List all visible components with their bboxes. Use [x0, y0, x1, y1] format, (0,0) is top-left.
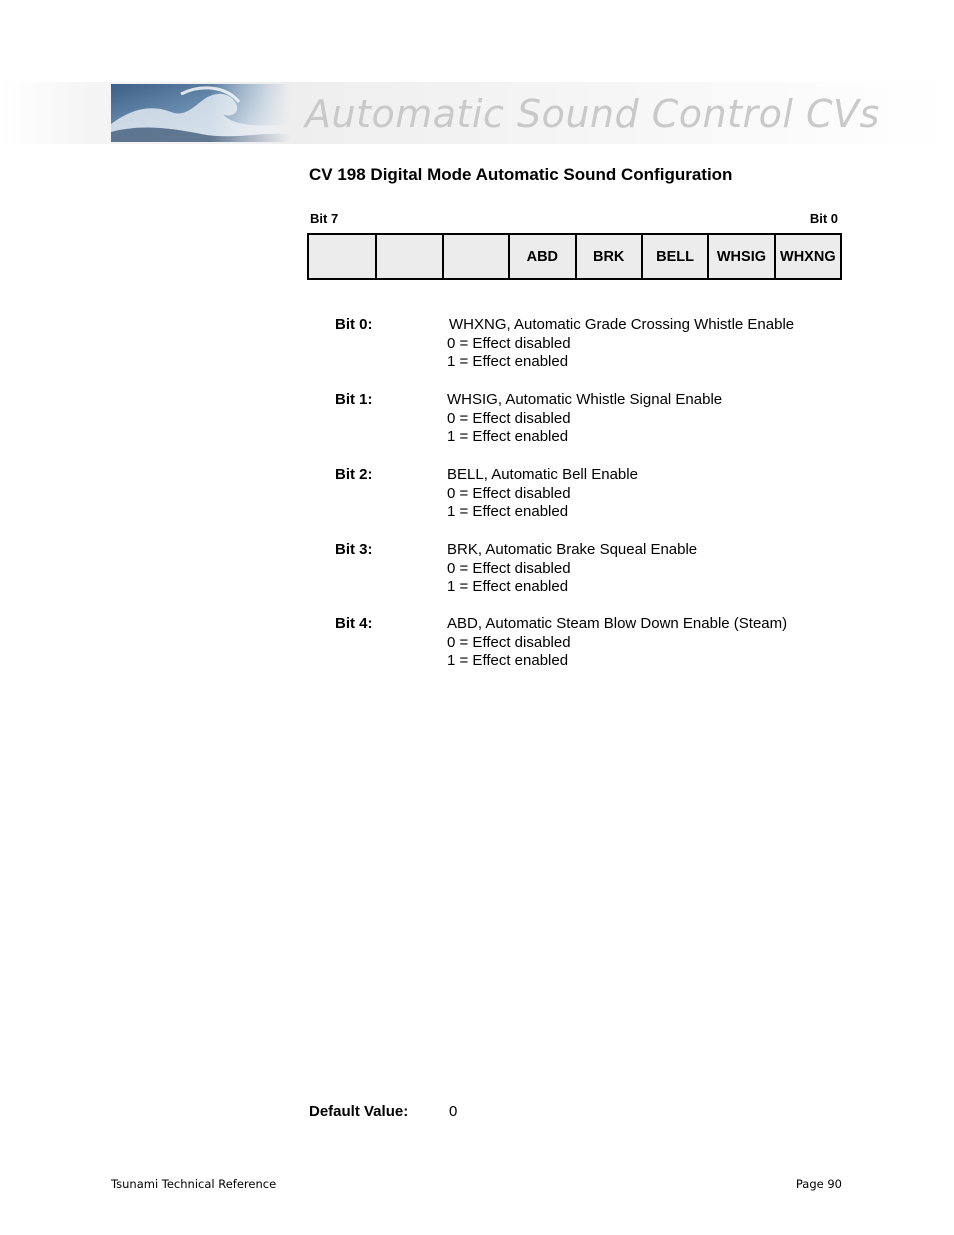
bit-name: WHSIG, Automatic Whistle Signal Enable	[447, 391, 723, 408]
bit-cell-5	[442, 235, 508, 278]
bit-on-value: 1 = Effect enabled	[447, 578, 569, 596]
bit-cell-0: WHXNG	[774, 235, 840, 278]
default-value: 0	[449, 1103, 458, 1120]
bit-cell-2: BELL	[641, 235, 707, 278]
default-value-label: Default Value:	[309, 1103, 409, 1120]
bit-on-value: 1 = Effect enabled	[447, 353, 569, 371]
chapter-title: Automatic Sound Control CVs	[305, 92, 880, 136]
bit-off-value: 0 = Effect disabled	[447, 559, 571, 577]
bit-cell-3: BRK	[575, 235, 641, 278]
bit-name: WHXNG, Automatic Grade Crossing Whistle Enable	[449, 316, 795, 333]
bit-off-value: 0 = Effect disabled	[447, 409, 571, 427]
bit-number: Bit 0:	[335, 316, 373, 333]
bit-0-label: Bit 0	[809, 211, 838, 226]
bit-off-value: 0 = Effect disabled	[447, 334, 571, 352]
bit-name: ABD, Automatic Steam Blow Down Enable (Steam)	[447, 615, 788, 632]
bit-number: Bit 4:	[335, 615, 373, 632]
wave-logo-image	[111, 84, 291, 142]
bit-on-value: 1 = Effect enabled	[447, 503, 569, 521]
bit-on-value: 1 = Effect enabled	[447, 652, 569, 670]
footer-document-title: Tsunami Technical Reference	[111, 1177, 277, 1191]
bit-cell-4: ABD	[508, 235, 574, 278]
bit-on-value: 1 = Effect enabled	[447, 428, 569, 446]
bit-off-value: 0 = Effect disabled	[447, 633, 571, 651]
bit-cell-6	[375, 235, 441, 278]
cv-heading: CV 198 Digital Mode Automatic Sound Configuration	[309, 165, 733, 184]
bit-off-value: 0 = Effect disabled	[447, 484, 571, 502]
bit-number: Bit 1:	[335, 391, 373, 408]
footer-page-number: Page 90	[795, 1177, 842, 1191]
bit-number: Bit 2:	[335, 466, 373, 483]
bit-number: Bit 3:	[335, 541, 373, 558]
bit-name: BRK, Automatic Brake Squeal Enable	[447, 541, 698, 558]
bit-cell-7	[309, 235, 375, 278]
bit-name: BELL, Automatic Bell Enable	[447, 466, 638, 483]
bit-field-table	[307, 233, 842, 280]
bit-cell-1: WHSIG	[707, 235, 773, 278]
bit-7-label: Bit 7	[310, 211, 339, 226]
